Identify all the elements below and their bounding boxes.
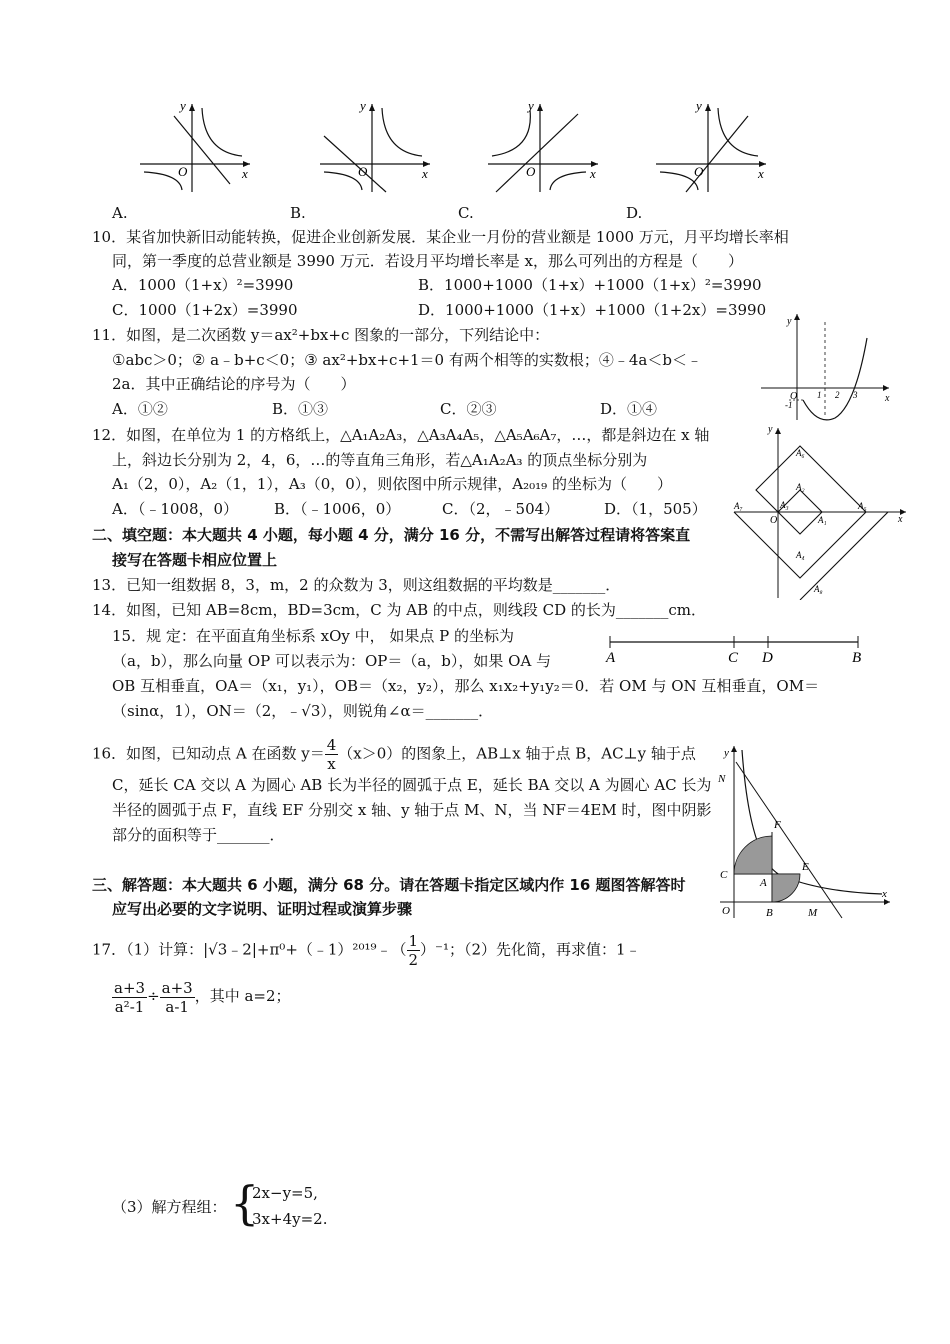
q9-option-a: A. [112,204,128,222]
q12-label-a3: A₃ [780,500,789,510]
q15-line-1: 15．规 定：在平面直角坐标系 xOy 中， 如果点 P 的坐标为 [112,627,515,645]
q10-line-1: 10．某省加快新旧动能转换，促进企业创新发展．某企业一月份的营业额是 1000 万元，月平均增长率相 [92,228,789,246]
q16-label-e: E [802,861,809,873]
q12-option-b: B．（﹣1006，0） [274,500,401,518]
q17-part-2-tail: ，其中 a=2； [194,987,291,1005]
q16-label-f: F [774,819,781,831]
q11-tick-2: 2 [835,390,840,400]
q17-system-brace: { [230,1176,260,1230]
q17-fraction-1 [112,979,147,1016]
q9d-origin-label: O [694,164,704,179]
q12-option-a: A．（﹣1008，0） [112,500,239,518]
q12-line-3: A₁（2，0），A₂（1，1），A₃（0，0），则依图中所示规律，A₂₀₁₉ 的坐标为（ ） [112,475,672,493]
q11-option-d: D．①④ [600,400,658,418]
section-2-heading-line-1: 二、填空题：本大题共 4 小题，每小题 4 分，满分 16 分，不需写出解答过程请将答案直 [92,526,691,544]
q16-y-label: y [724,747,729,759]
q11-option-c: C．②③ [440,400,497,418]
q16-fraction [325,736,339,773]
q10-option-d: D．1000+1000（1+x）+1000（1+2x）=3990 [418,301,767,319]
q14-text: 14．如图，已知 AB=8cm，BD=3cm，C 为 AB 的中点，则线段 CD 的长为_______cm． [92,601,707,619]
q9d-y-label: y [696,100,702,113]
q9b-x-label: x [422,166,428,181]
q14-label-b: B [852,650,862,666]
q9-option-d: D. [626,204,643,222]
q9-option-c: C. [458,204,474,222]
q14-label-a: A [606,650,616,666]
q17-part-1 [92,932,641,969]
q9a-x-label: x [242,166,248,181]
q10-option-c: C．1000（1+2x）=3990 [112,301,298,319]
q17-fraction-2-denominator: a-1 [165,997,189,1016]
q16-label-o: O [722,905,730,917]
q12-option-c: C．（2，﹣504） [442,500,560,518]
q16-fraction-numerator: 4 [326,736,337,754]
q11-tick-3: 3 [853,390,858,400]
q16-label-a: A [760,877,767,889]
q10-line-2: 同，第一季度的总营业额是 3990 万元．若设月平均增长率是 x，那么可列出的方程是（ ） [112,252,743,270]
q11-option-a: A．①② [112,400,168,418]
q9b-origin-label: O [358,164,368,179]
q16-label-b: B [766,907,773,919]
q12-x-label: x [898,514,903,525]
q16-line-4: 部分的面积等于_______． [112,826,285,844]
q9a-y-label: y [180,100,186,113]
q9c-x-label: x [590,166,596,181]
section-2-heading-line-2: 接写在答题卡相应位置上 [112,551,278,569]
q17-equation-1: 2x−y=5, [252,1184,318,1202]
q12-line-1: 12．如图，在单位为 1 的方格纸上，△A₁A₂A₃，△A₃A₄A₅，△A₅A₆A₇，…，都是斜边在 x 轴 [92,426,710,444]
q16-fraction-denominator: x [327,755,336,773]
q17-equation-2: 3x+4y=2. [252,1210,328,1228]
q11-line-3: 2a．其中正确结论的序号为（ ） [112,375,356,393]
q12-label-a2: A₂ [796,482,805,492]
q16-label-m: M [808,907,818,919]
q17-fraction-1-denominator: a²-1 [114,997,145,1016]
q14-segment-figure [604,632,866,666]
q15-line-3: OB 互相垂直，OA＝（x₁，y₁），OB＝（x₂，y₂），那么 x₁x₂+y₁y₂＝0．若 OM 与 ON 互相垂直，OM＝ [112,677,820,695]
q9-graph-d [646,100,776,195]
q9c-origin-label: O [526,164,536,179]
section-3-heading-line-2: 应写出必要的文字说明、证明过程或演算步骤 [112,900,413,918]
q17-fraction-2-numerator: a+3 [161,978,193,997]
q12-label-a8: A₈ [814,584,823,594]
q16-label-n: N [718,773,726,785]
q14-label-d: D [762,650,773,666]
q15-line-4: （sinα，1），ON＝（2，﹣√3），则锐角∠α＝_______． [112,702,494,720]
q9-graph-c [478,100,608,195]
q11-origin-label: O [790,391,798,402]
q16-label-c: C [720,869,728,881]
q16-line-2: C，延长 CA 交以 A 为圆心 AB 长为半径的圆弧于点 E，延长 BA 交以 A 为圆心 AC 长为 [112,776,712,794]
q17-half-numerator: 1 [408,932,419,950]
q11-y-label: y [787,316,792,327]
q12-label-a7: A₇ [734,501,743,511]
q11-line-1: 11．如图，是二次函数 y＝ax²+bx+c 图象的一部分，下列结论中： [92,326,550,344]
q12-label-a4: A₄ [796,550,805,560]
q16-hyperbola-graph [712,742,894,920]
q17-half-denominator: 2 [408,951,419,969]
q9b-y-label: y [360,100,366,113]
q16-line-1-end: （x＞0）的图象上，AB⊥x 轴于点 B，AC⊥y 轴于点 [338,744,696,763]
q13-text: 13．已知一组数据 8，3，m，2 的众数为 3，则这组数据的平均数是_______． [92,576,621,594]
q9-option-b: B. [290,204,306,222]
q11-line-2: ①abc＞0；② a﹣b+c＜0；③ ax²+bx+c+1＝0 有两个相等的实数根；④﹣4a＜b＜﹣ [112,351,702,369]
q12-y-label: y [768,424,773,435]
q12-label-a5: A₅ [858,501,867,511]
q12-label-a6: A₆ [796,448,805,458]
q9-graph-b [310,100,440,195]
q10-option-b: B．1000+1000（1+x）+1000（1+x）²=3990 [418,276,762,294]
q17-half-fraction [407,932,421,969]
q10-option-a: A．1000（1+x）²=3990 [112,276,294,294]
q11-option-b: B．①③ [272,400,329,418]
q17-part-3-label: （3）解方程组： [112,1198,227,1216]
q17-part-2-expression [112,976,291,1016]
q17-fraction-1-numerator: a+3 [114,978,146,997]
q15-line-2: （a，b），那么向量 OP 可以表示为：OP＝（a，b），如果 OA 与 [112,652,552,670]
q12-origin-label: O [770,515,778,526]
q16-line-1 [92,736,696,773]
q11-x-label: x [885,393,890,404]
q14-label-c: C [728,650,739,666]
q11-tick-neg1: -1 [785,400,793,410]
section-3-heading-line-1: 三、解答题：本大题共 6 小题，满分 68 分。请在答题卡指定区域内作 16 题图答解答时 [92,876,686,894]
q17-part-1-end: ）⁻¹；（2）先化简，再求值：1﹣ [420,940,641,959]
q11-tick-1: 1 [817,390,822,400]
q9a-origin-label: O [178,164,188,179]
q16-line-3: 半径的圆弧于点 F，直线 EF 分别交 x 轴、y 轴于点 M、N，当 NF＝4EM 时，图中阴影 [112,801,712,819]
q12-option-d: D．（1，505） [604,500,707,518]
q17-division-sign: ÷ [147,987,160,1005]
q12-line-2: 上，斜边长分别为 2，4，6，…的等直角三角形，若△A₁A₂A₃ 的顶点坐标分别为 [112,451,648,469]
q17-part-1-start: 17．（1）计算：|√3﹣2|+π⁰+（﹣1）²⁰¹⁹﹣（ [92,940,407,959]
q9d-x-label: x [758,166,764,181]
q12-label-a1: A₁ [818,515,827,525]
q16-x-label: x [882,888,887,900]
q12-triangle-pattern-graph [730,422,912,600]
q16-line-1-start: 16．如图，已知动点 A 在函数 y＝ [92,744,325,763]
q9c-y-label: y [528,100,534,113]
q9-graph-a [130,100,260,195]
q11-parabola-graph [755,308,895,423]
q17-fraction-2 [160,979,195,1016]
